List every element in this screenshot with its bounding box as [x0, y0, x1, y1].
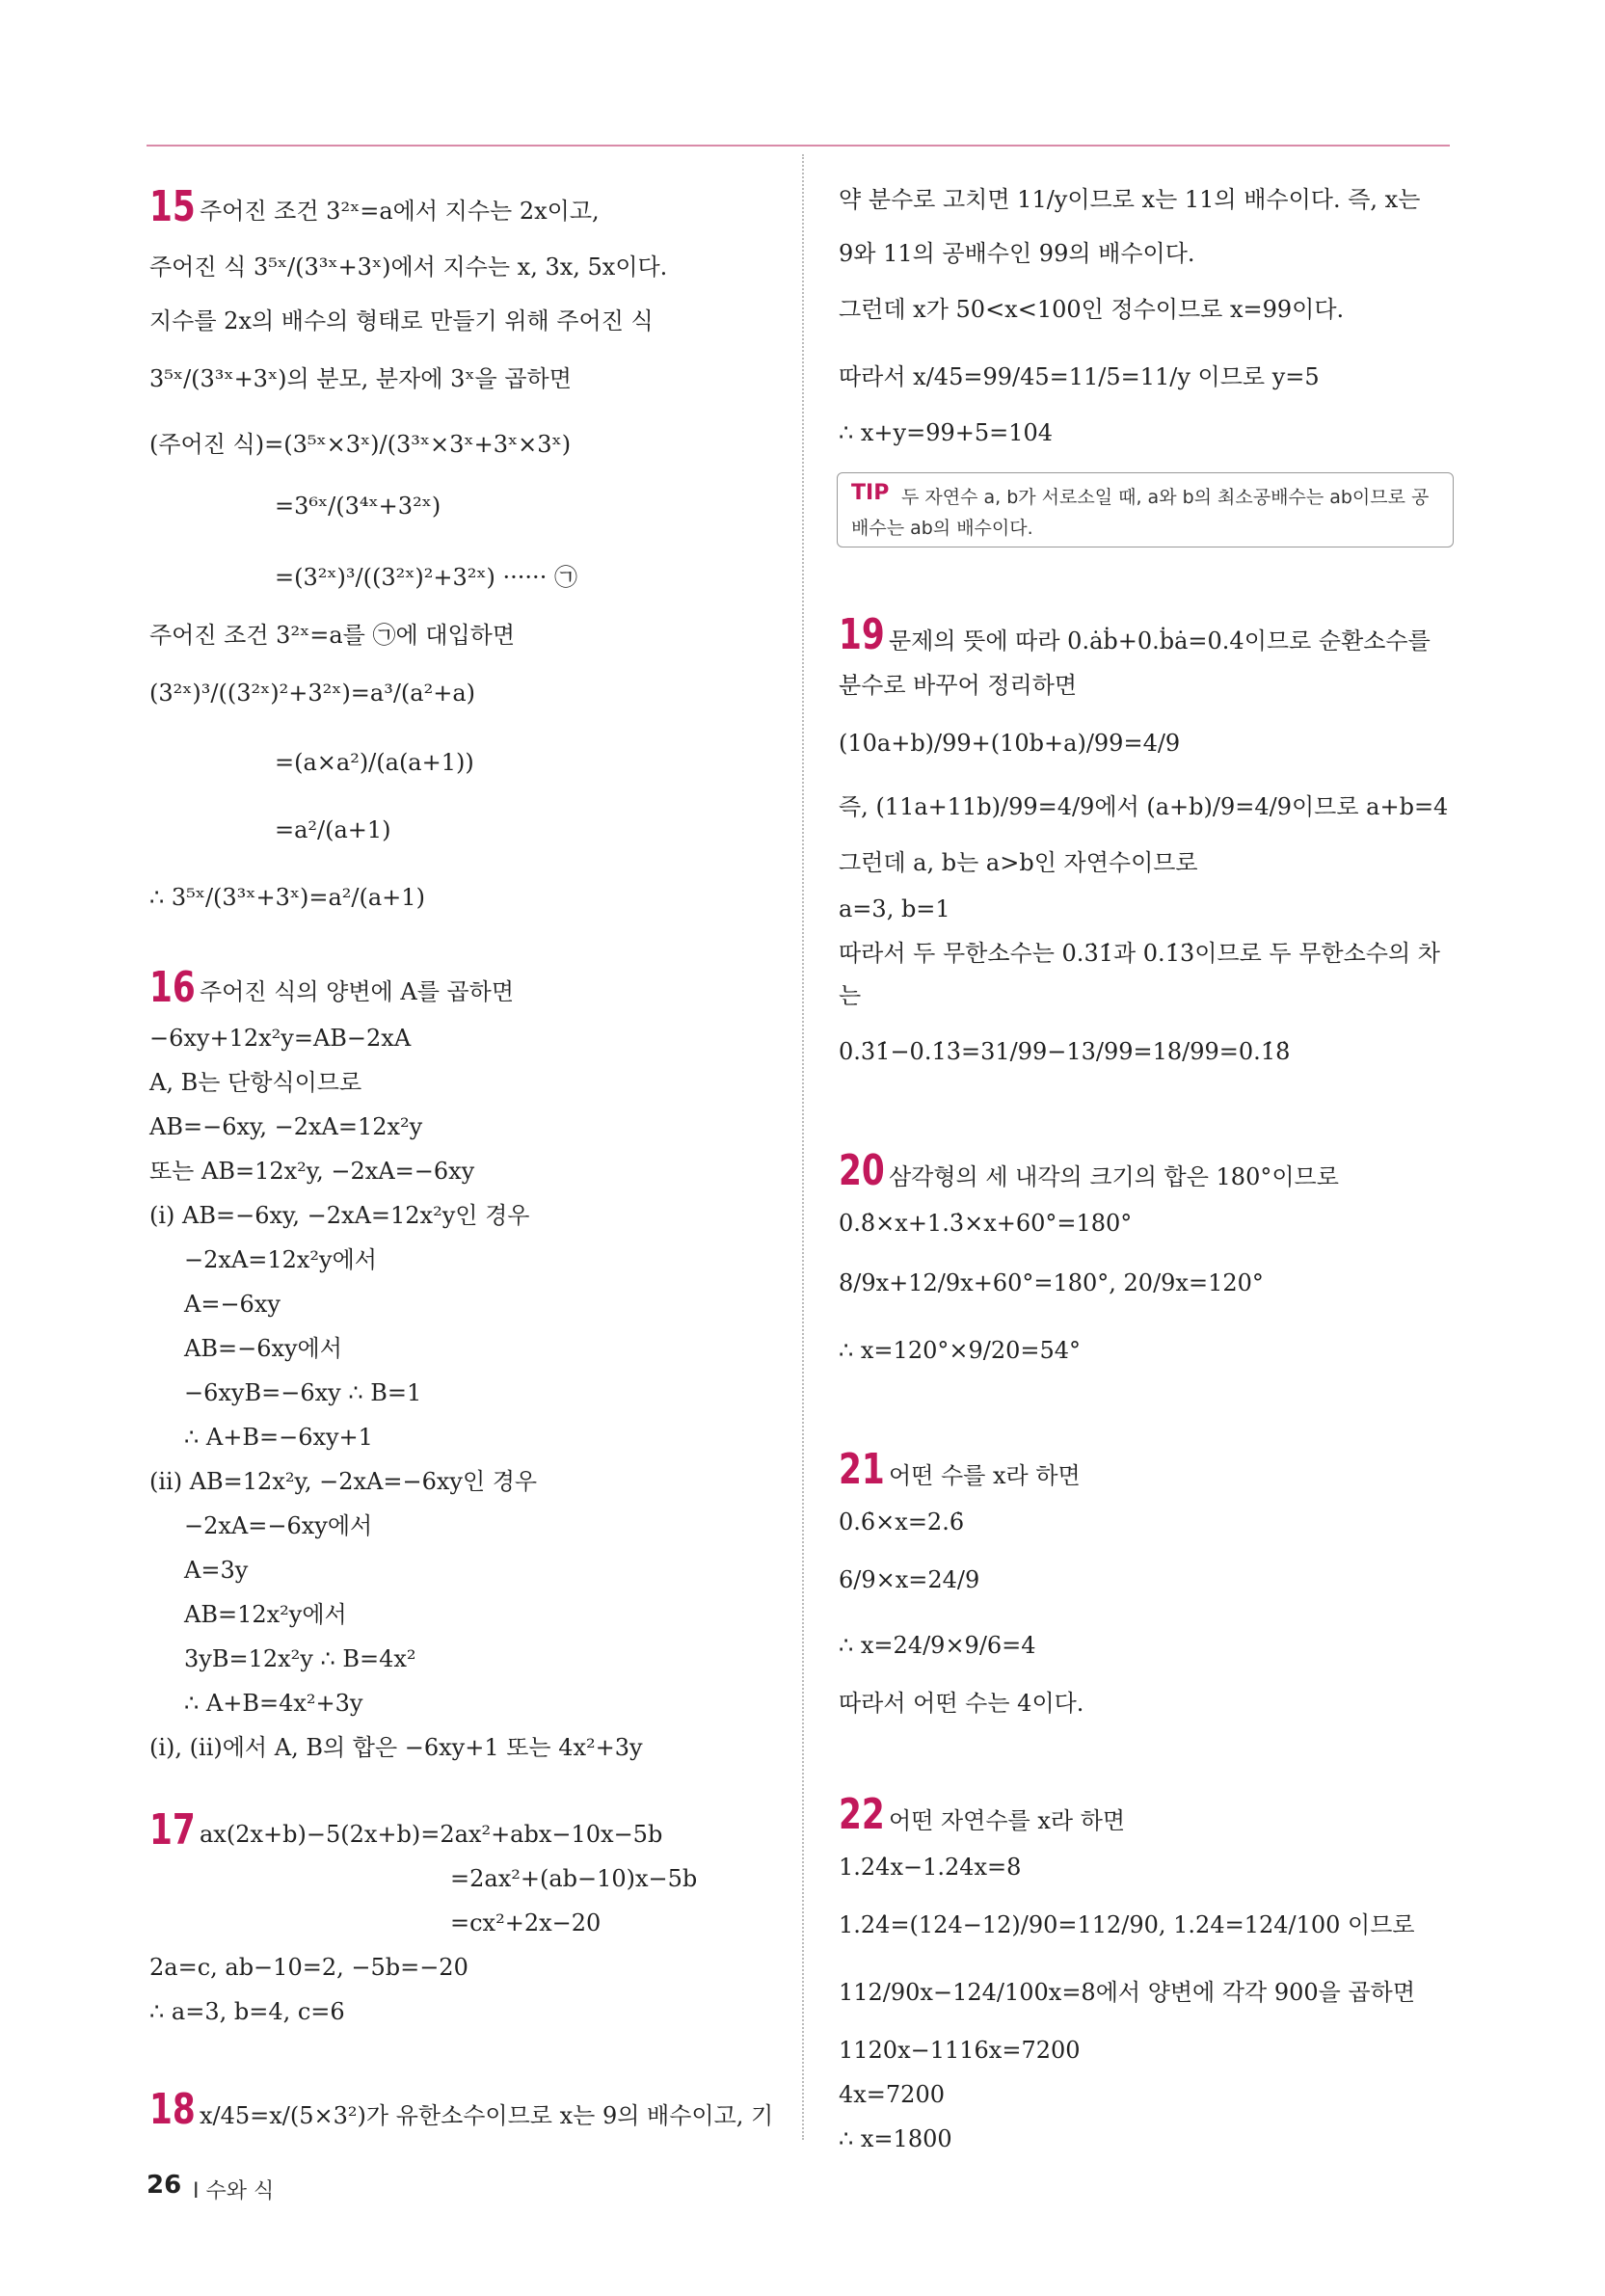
solution-line: 그런데 x가 50<x<100인 정수이므로 x=99이다. — [839, 296, 1345, 323]
solution-line: 주어진 식의 양변에 A를 곱하면 — [200, 978, 515, 1005]
tip-text: 배수는 ab의 배수이다. — [851, 518, 1033, 539]
solution-line: 0.3̇1̇−0.1̇3̇=31/99−13/99=18/99=0.1̇8̇ — [839, 1038, 1291, 1065]
solution-line: ∴ A+B=4x²+3y — [184, 1690, 363, 1717]
solution-line: 주어진 식 3⁵ˣ/(3³ˣ+3ˣ)에서 지수는 x, 3x, 5x이다. — [149, 254, 668, 280]
tip-label: TIP — [851, 481, 890, 505]
solution-line: 문제의 뜻에 따라 0.ȧḃ+0.ḃȧ=0.4̇이므로 순환소수를 — [889, 627, 1431, 654]
solution-line: 지수를 2x의 배수의 형태로 만들기 위해 주어진 식 — [149, 307, 654, 334]
solution-line: 1.24̇=(124−12)/90=112/90, 1.24=124/100 이므로 — [839, 1911, 1415, 1938]
solution-line: −2xA=12x²y에서 — [184, 1246, 377, 1273]
solution-line: 0.8̇×x+1.3̇×x+60°=180° — [839, 1210, 1133, 1237]
solution-line: (i) AB=−6xy, −2xA=12x²y인 경우 — [149, 1202, 530, 1229]
solution-line: ∴ x=1800 — [839, 2125, 952, 2152]
solution-line: 그런데 a, b는 a>b인 자연수이므로 — [839, 849, 1198, 876]
solution-line: =3⁶ˣ/(3⁴ˣ+3²ˣ) — [275, 493, 441, 520]
solution-line: 0.6̇×x=2.6̇ — [839, 1508, 965, 1535]
solution-line: =(3²ˣ)³/((3²ˣ)²+3²ˣ) ······ ㉠ — [275, 564, 577, 591]
solution-line: ∴ 3⁵ˣ/(3³ˣ+3ˣ)=a²/(a+1) — [149, 884, 425, 911]
solution-line: 는 — [839, 982, 862, 1009]
solution-line: A, B는 단항식이므로 — [149, 1069, 362, 1096]
solution-line: 따라서 x/45=99/45=11/5=11/y 이므로 y=5 — [839, 363, 1320, 390]
solution-line: a=3, b=1 — [839, 895, 950, 922]
solution-line: =cx²+2x−20 — [450, 1909, 602, 1936]
solution-line: ∴ x=120°×9/20=54° — [839, 1337, 1082, 1364]
solution-line: A=−6xy — [184, 1291, 281, 1318]
solution-line: 1120x−1116x=7200 — [839, 2037, 1081, 2064]
solution-line: ∴ a=3, b=4, c=6 — [149, 1998, 345, 2025]
solution-line: 삼각형의 세 내각의 크기의 합은 180°이므로 — [889, 1163, 1339, 1190]
solution-line: ∴ A+B=−6xy+1 — [184, 1424, 373, 1451]
solution-line: AB=−6xy에서 — [184, 1335, 342, 1362]
problem-number: 17 — [149, 1805, 196, 1855]
solution-line: 8/9x+12/9x+60°=180°, 20/9x=120° — [839, 1269, 1264, 1296]
solution-line: =2ax²+(ab−10)x−5b — [450, 1865, 698, 1892]
top-rule — [147, 145, 1450, 147]
page-number: 26 — [147, 2171, 182, 2200]
solution-line: 또는 AB=12x²y, −2xA=−6xy — [149, 1158, 475, 1185]
problem-number: 21 — [839, 1445, 885, 1494]
solution-line: A=3y — [184, 1557, 249, 1584]
solution-line: (ii) AB=12x²y, −2xA=−6xy인 경우 — [149, 1468, 538, 1495]
solution-line: 주어진 조건 3²ˣ=a를 ㉠에 대입하면 — [149, 622, 516, 649]
solution-line: ∴ x+y=99+5=104 — [839, 419, 1054, 446]
column-divider — [802, 154, 804, 2140]
tip-box — [837, 472, 1454, 547]
solution-line: 6/9×x=24/9 — [839, 1566, 980, 1593]
solution-line: 3⁵ˣ/(3³ˣ+3ˣ)의 분모, 분자에 3ˣ을 곱하면 — [149, 365, 572, 392]
solution-line: 112/90x−124/100x=8에서 양변에 각각 900을 곱하면 — [839, 1979, 1416, 2006]
problem-number: 19 — [839, 610, 885, 659]
solution-line: 분수로 바꾸어 정리하면 — [839, 672, 1078, 699]
problem-number: 15 — [149, 182, 196, 231]
solution-line: (i), (ii)에서 A, B의 합은 −6xy+1 또는 4x²+3y — [149, 1734, 643, 1761]
solution-line: ax(2x+b)−5(2x+b)=2ax²+abx−10x−5b — [200, 1821, 663, 1848]
solution-line: 따라서 어떤 수는 4이다. — [839, 1690, 1084, 1717]
solution-line: (3²ˣ)³/((3²ˣ)²+3²ˣ)=a³/(a²+a) — [149, 680, 476, 707]
problem-number: 20 — [839, 1146, 885, 1195]
solution-line: 즉, (11a+11b)/99=4/9에서 (a+b)/9=4/9이므로 a+b=4 — [839, 793, 1449, 820]
solution-line: AB=−6xy, −2xA=12x²y — [149, 1113, 423, 1140]
solution-line: 어떤 자연수를 x라 하면 — [889, 1807, 1126, 1834]
solution-line: 2a=c, ab−10=2, −5b=−20 — [149, 1954, 468, 1981]
solution-line: −6xyB=−6xy ∴ B=1 — [184, 1379, 422, 1406]
solution-line: 약 분수로 고치면 11/y이므로 x는 11의 배수이다. 즉, x는 — [839, 186, 1421, 213]
solution-line: 9와 11의 공배수인 99의 배수이다. — [839, 240, 1195, 267]
solution-line: AB=12x²y에서 — [184, 1601, 347, 1628]
solution-line: −2xA=−6xy에서 — [184, 1512, 373, 1539]
problem-number: 16 — [149, 963, 196, 1012]
problem-number: 18 — [149, 2085, 196, 2134]
solution-line: x/45=x/(5×3²)가 유한소수이므로 x는 9의 배수이고, 기 — [200, 2102, 774, 2129]
tip-text: 두 자연수 a, b가 서로소일 때, a와 b의 최소공배수는 ab이므로 공 — [901, 487, 1430, 508]
solution-line: (주어진 식)=(3⁵ˣ×3ˣ)/(3³ˣ×3ˣ+3ˣ×3ˣ) — [149, 431, 572, 458]
solution-line: =a²/(a+1) — [275, 816, 391, 843]
solution-line: 3yB=12x²y ∴ B=4x² — [184, 1645, 416, 1672]
solution-line: −6xy+12x²y=AB−2xA — [149, 1025, 412, 1052]
solution-line: (10a+b)/99+(10b+a)/99=4/9 — [839, 730, 1181, 757]
solution-line: 1.24̇x−1.24x=8 — [839, 1854, 1022, 1881]
solution-line: 따라서 두 무한소수는 0.3̇1̇과 0.1̇3̇이므로 두 무한소수의 차 — [839, 940, 1440, 967]
solution-line: =(a×a²)/(a(a+1)) — [275, 749, 474, 776]
solution-line: 주어진 조건 3²ˣ=a에서 지수는 2x이고, — [200, 198, 600, 225]
solution-line: ∴ x=24/9×9/6=4 — [839, 1632, 1036, 1659]
solution-line: 4x=7200 — [839, 2081, 945, 2108]
problem-number: 22 — [839, 1790, 885, 1839]
section-title: I 수와 식 — [193, 2179, 275, 2203]
solution-line: 어떤 수를 x라 하면 — [889, 1462, 1081, 1489]
